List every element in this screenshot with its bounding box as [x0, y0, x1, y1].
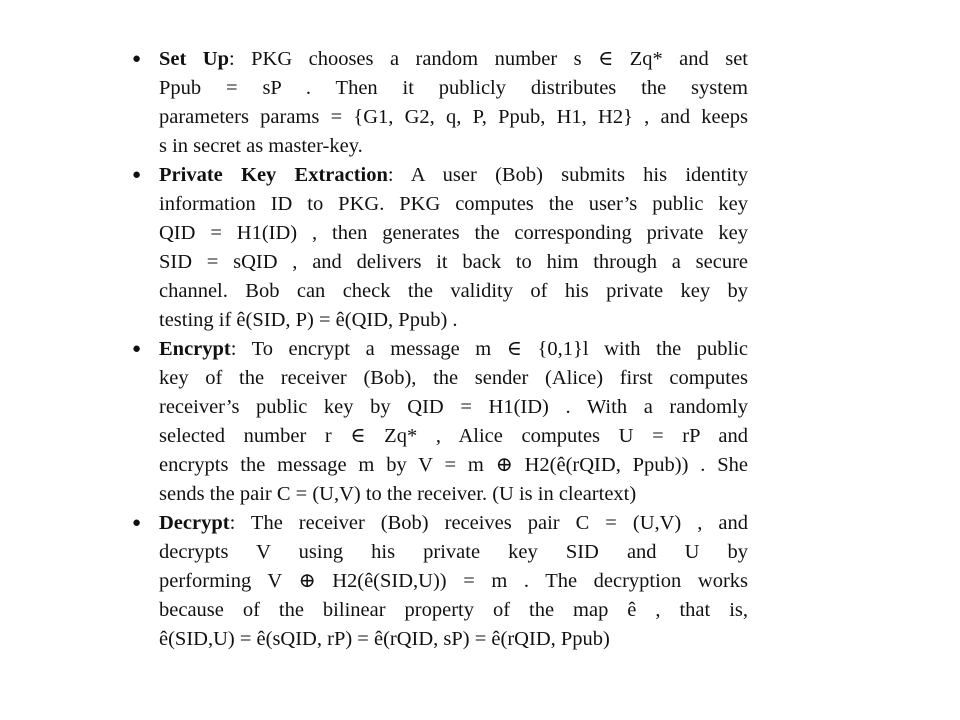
document-body	[132, 45, 748, 654]
extraction-line-6: testing if ê(SID, P) = ê(QID, Ppub) .	[159, 309, 458, 331]
setup-title: Set Up	[159, 48, 229, 70]
bullet-icon: ●	[132, 341, 142, 357]
encrypt-item	[132, 335, 748, 509]
bullet-icon: ●	[132, 167, 142, 183]
decrypt-line-4: because of the bilinear property of the map ê , that is,	[159, 599, 748, 621]
decrypt-line-2: decrypts V using his private key SID and U by	[159, 541, 748, 563]
extraction-line-5: channel. Bob can check the validity of his private key by	[159, 280, 748, 302]
decrypt-line-5: ê(SID,U) = ê(sQID, rP) = ê(rQID, sP) = ê(rQID, Ppub)	[159, 628, 610, 650]
extraction-title: Private Key Extraction	[159, 164, 388, 186]
extraction-line-2: information ID to PKG. PKG computes the user’s public key	[159, 193, 748, 215]
extraction-line-3: QID = H1(ID) , then generates the corresponding private key	[159, 222, 748, 244]
encrypt-line-2: key of the receiver (Bob), the sender (Alice) first computes	[159, 367, 748, 389]
setup-item	[132, 45, 748, 161]
encrypt-line-1: Encrypt: To encrypt a message m ∈ {0,1}l with the public	[159, 338, 748, 360]
extraction-line-4: SID = sQID , and delivers it back to him through a secure	[159, 251, 748, 273]
setup-line-3: parameters params = {G1, G2, q, P, Ppub, H1, H2} , and keeps	[159, 106, 748, 128]
decrypt-item	[132, 509, 748, 654]
decrypt-line-3: performing V ⊕ H2(ê(SID,U)) = m . The decryption works	[159, 570, 748, 592]
decrypt-line-1: Decrypt: The receiver (Bob) receives pair C = (U,V) , and	[159, 512, 748, 534]
encrypt-line-4: selected number r ∈ Zq* , Alice computes U = rP and	[159, 425, 748, 447]
encrypt-title: Encrypt	[159, 338, 231, 360]
setup-line-4: s in secret as master-key.	[159, 135, 363, 157]
setup-line-2: Ppub = sP . Then it publicly distributes the system	[159, 77, 748, 99]
setup-line-1: Set Up: PKG chooses a random number s ∈ Zq* and set	[159, 48, 748, 70]
encrypt-line-5: encrypts the message m by V = m ⊕ H2(ê(rQID, Ppub)) . She	[159, 454, 748, 476]
encrypt-line-6: sends the pair C = (U,V) to the receiver. (U is in cleartext)	[159, 483, 637, 505]
encrypt-line-3: receiver’s public key by QID = H1(ID) . With a randomly	[159, 396, 748, 418]
extraction-line-1: Private Key Extraction: A user (Bob) submits his identity	[159, 164, 748, 186]
bullet-icon: ●	[132, 515, 142, 531]
extraction-item	[132, 161, 748, 335]
decrypt-title: Decrypt	[159, 512, 230, 534]
bullet-icon: ●	[132, 51, 142, 67]
